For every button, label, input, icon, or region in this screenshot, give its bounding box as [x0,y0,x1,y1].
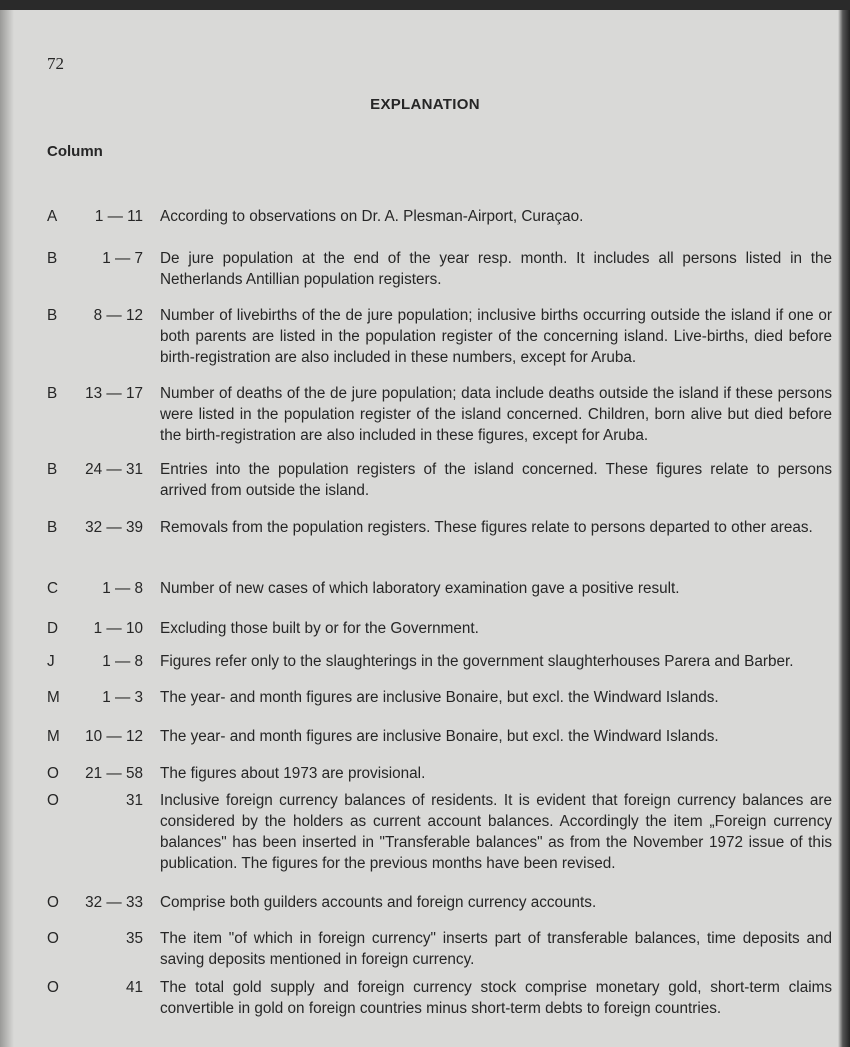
column-range: 1 — 3 [102,689,143,706]
scan-top-border [0,0,850,10]
entry-text: According to observations on Dr. A. Plesman-Airport, Curaçao. [160,208,584,225]
table-letter: O [47,894,59,911]
column-range: 35 [125,930,143,947]
explanation-entry [47,651,832,672]
table-letter: D [47,620,59,637]
entry-text: The figures about 1973 are provisional. [160,765,426,782]
column-header: Column [47,143,103,160]
column-range: 10 — 12 [85,728,143,745]
page-gutter-shadow [0,10,14,1047]
scan-right-border [838,10,850,1047]
entry-text: Inclusive foreign currency balances of residents. It is evident that foreign currency balances are considered by the holders as current account balances. Accordingly the item „Foreign currency balances" has been inserted in "Transferable balances" as from the November 1972 issue of this publication. The figures for the previous months have been revised. [160,792,832,872]
column-range: 41 [125,979,143,996]
column-range: 13 — 17 [85,385,143,402]
column-range: 21 — 58 [85,765,143,782]
table-letter: B [47,250,58,267]
explanation-entry [47,383,832,446]
table-letter: B [47,519,58,536]
column-range: 1 — 8 [102,653,143,670]
table-letter: B [47,385,58,402]
entry-text: The item "of which in foreign currency" inserts part of transferable balances, time deposits and saving deposits mentioned in foreign currency. [160,930,832,968]
entry-text: The year- and month figures are inclusive Bonaire, but excl. the Windward Islands. [160,728,719,745]
table-letter: A [47,208,58,225]
table-letter: M [47,728,60,745]
table-letter: J [47,653,55,670]
column-range: 1 — 7 [102,250,143,267]
column-range: 1 — 11 [94,208,143,225]
column-range: 1 — 8 [102,580,143,597]
column-range: 32 — 33 [85,894,143,911]
explanation-entry [47,578,832,599]
explanation-entry [47,763,832,784]
explanation-entry [47,305,832,368]
explanation-entry [47,687,832,708]
explanation-entry [47,517,832,538]
table-letter: M [47,689,60,706]
explanation-entry [47,892,832,913]
entry-text: De jure population at the end of the year resp. month. It includes all persons listed in the Netherlands Antillian population registers. [160,250,832,288]
table-letter: O [47,792,59,809]
explanation-entry [47,618,832,639]
table-letter: O [47,930,59,947]
column-range: 32 — 39 [85,519,143,536]
table-letter: B [47,307,58,324]
page-title: EXPLANATION [370,96,480,113]
table-letter: O [47,765,59,782]
explanation-entry [47,206,832,227]
page-number: 72 [47,54,64,73]
entry-text: Number of livebirths of the de jure population; inclusive births occurring outside the island if one or both parents are listed in the population register of the concerning island. Live-births, died before birth-registration are also included in these numbers, except for Aruba. [160,307,832,366]
explanation-entry [47,726,832,747]
explanation-entry [47,790,832,874]
entry-text: The total gold supply and foreign currency stock comprise monetary gold, short-term claims convertible in gold on foreign countries minus short-term debts to foreign countries. [160,979,832,1017]
entry-text: Number of new cases of which laboratory examination gave a positive result. [160,580,680,597]
explanation-entry [47,977,832,1019]
table-letter: B [47,461,58,478]
table-letter: C [47,580,59,597]
column-range: 1 — 10 [93,620,143,637]
entry-text: Entries into the population registers of the island concerned. These figures relate to persons arrived from outside the island. [160,461,832,499]
column-range: 8 — 12 [93,307,143,324]
entry-text: The year- and month figures are inclusive Bonaire, but excl. the Windward Islands. [160,689,719,706]
column-range: 31 [125,792,143,809]
entry-text: Comprise both guilders accounts and foreign currency accounts. [160,894,597,911]
explanation-entry [47,928,832,970]
entry-text: Excluding those built by or for the Government. [160,620,479,637]
table-letter: O [47,979,59,996]
entry-text: Removals from the population registers. These figures relate to persons departed to other areas. [160,519,813,536]
explanation-entry [47,459,832,501]
explanation-entry [47,248,832,290]
entry-text: Number of deaths of the de jure population; data include deaths outside the island if these persons were listed in the population register of the island concerned. Children, born alive but died before the birth-registration are also included in these figures, except for Aruba. [160,385,832,444]
entry-text: Figures refer only to the slaughterings in the government slaughterhouses Parera and Barber. [160,653,794,670]
column-range: 24 — 31 [85,461,143,478]
